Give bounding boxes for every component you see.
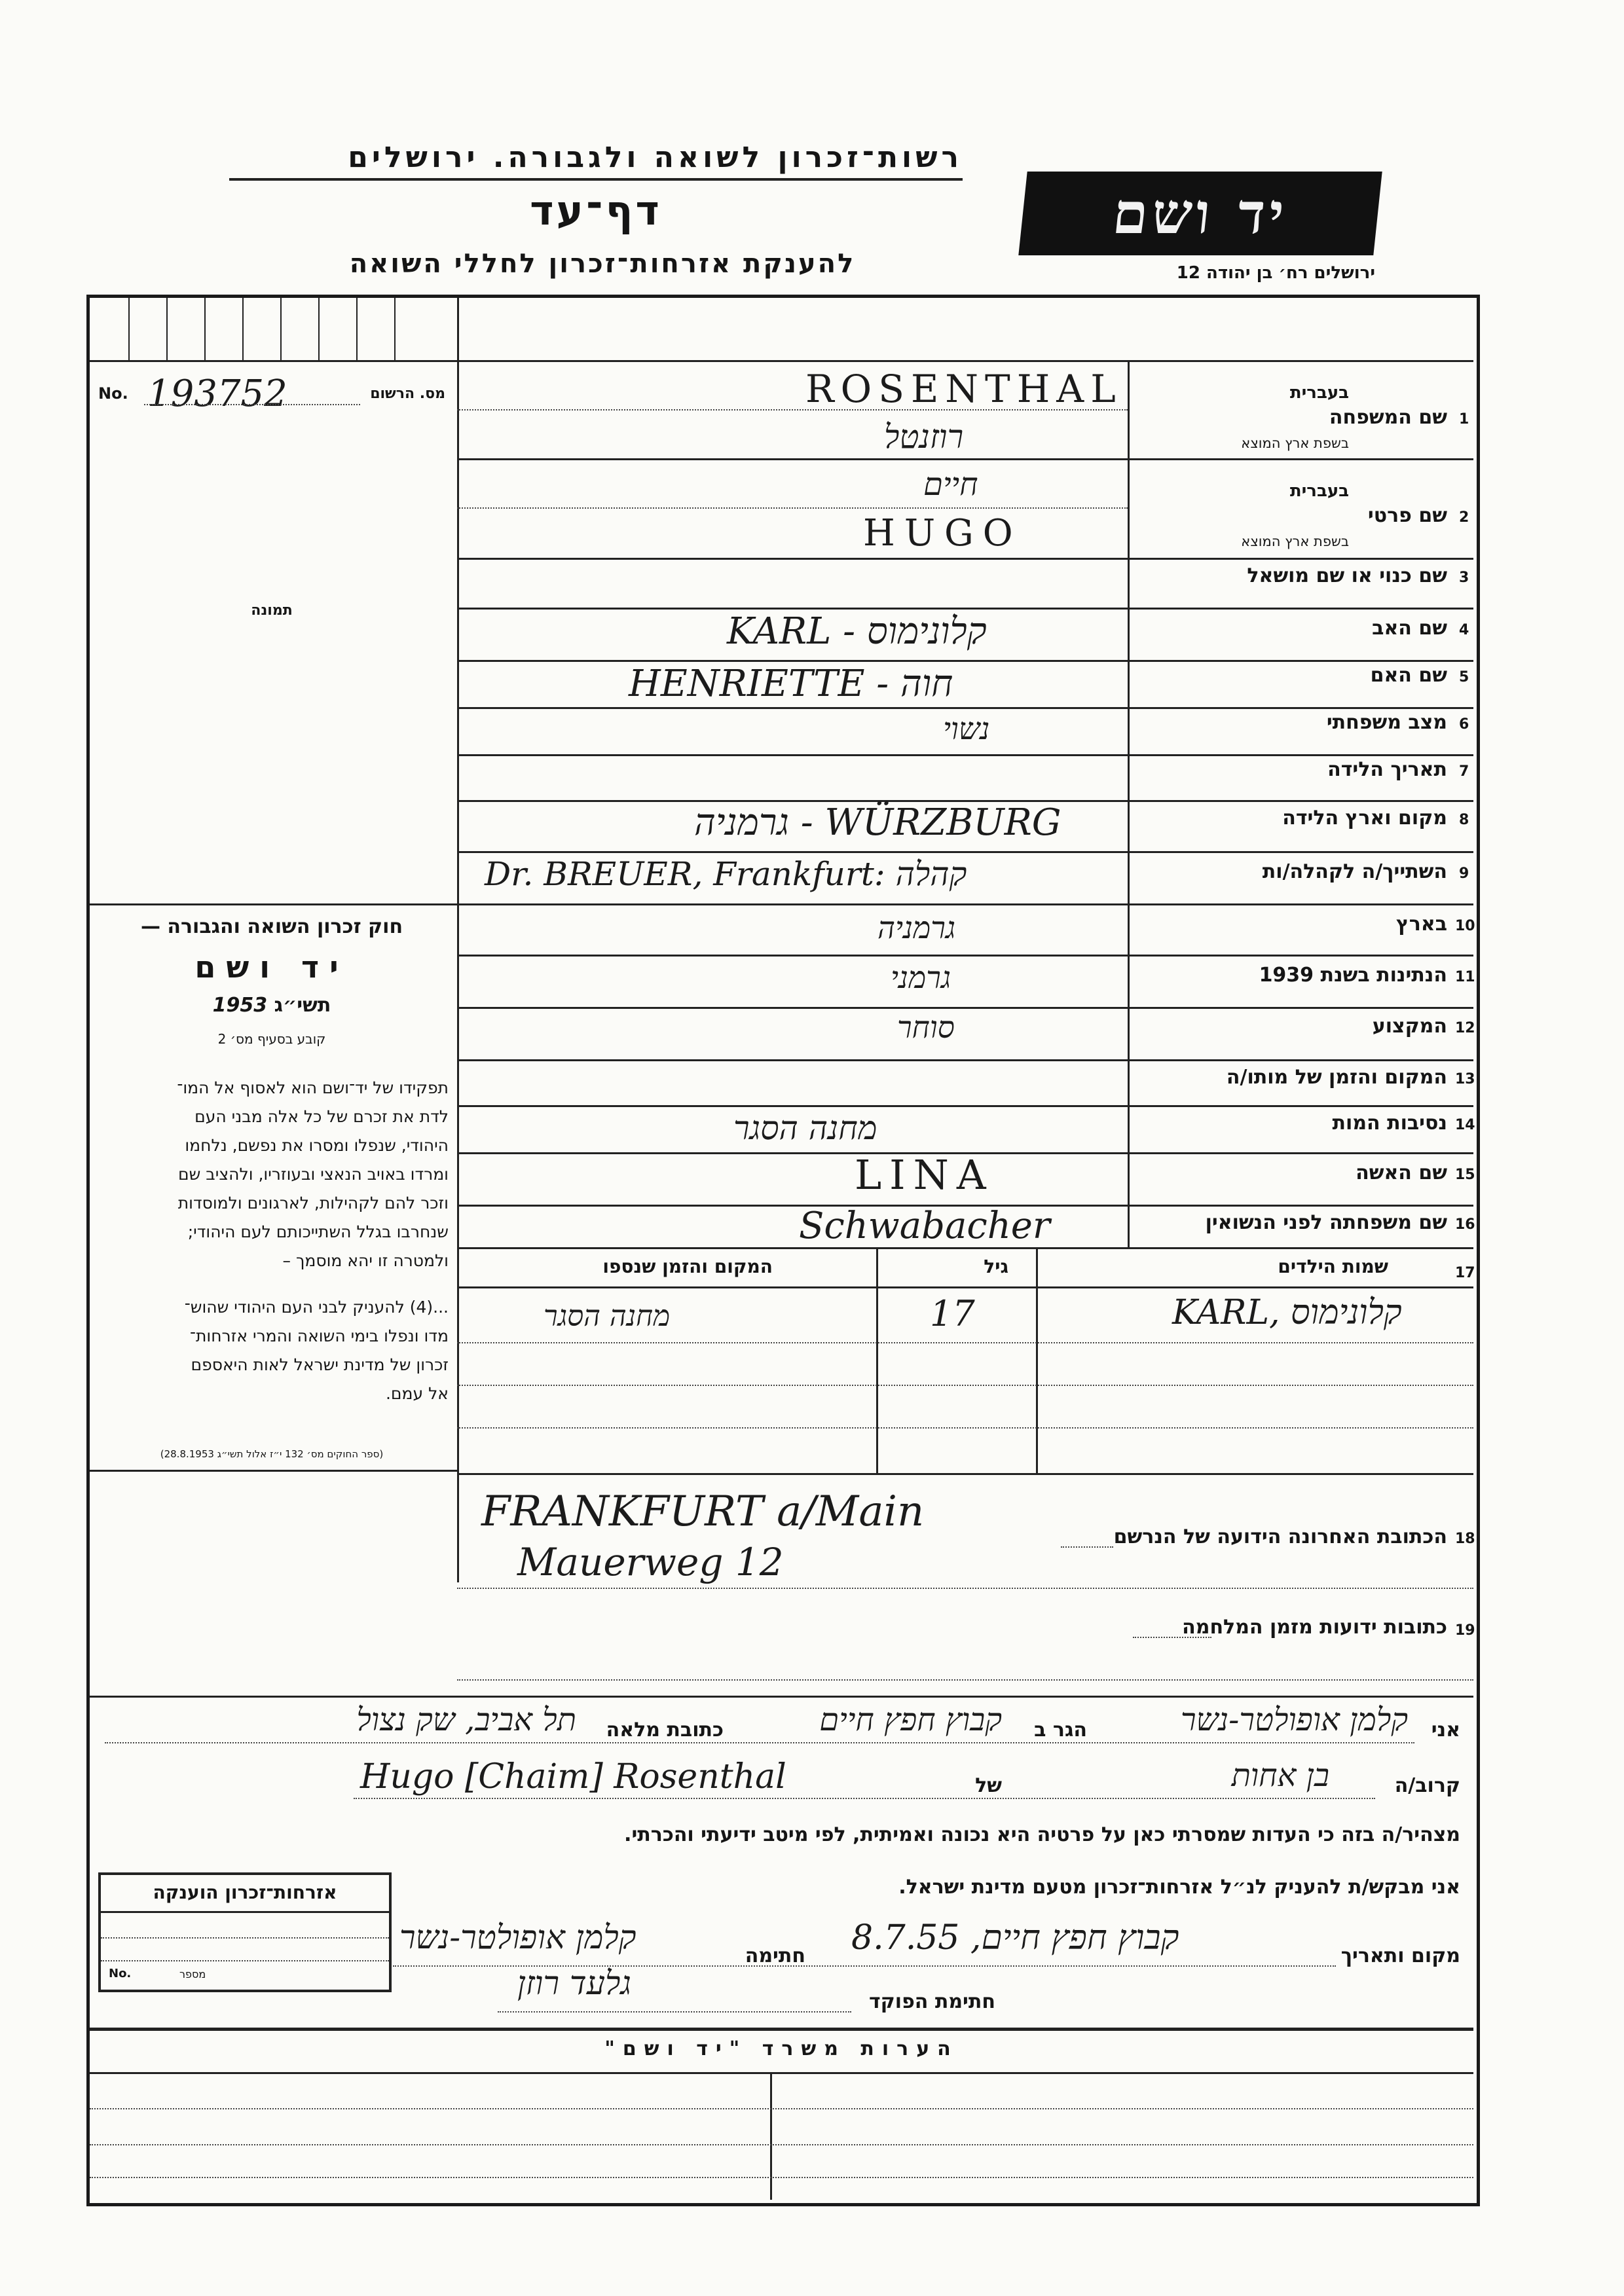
field-4-number: 4 (1459, 622, 1469, 638)
decl-label-address: כתובת מלאה (606, 1719, 724, 1741)
field-6-label: מצב משפחתי (1326, 711, 1447, 734)
field-18-number: 18 (1455, 1531, 1475, 1547)
official-value: גלעד רוזן (517, 1964, 631, 2002)
request-text: אני מבקש/ת להעניק לנ״ל אזרחות־זכרון מטעם מדינת ישראל. (898, 1876, 1460, 1899)
field-17-age-label: גיל (984, 1256, 1008, 1277)
field-5-number: 5 (1459, 669, 1469, 685)
field-10-value: גרמניה (877, 910, 956, 945)
field-18-value-city: FRANKFURT a/Main (481, 1487, 925, 1536)
field-8-value: גרמניה - WÜRZBURG (694, 801, 1061, 844)
law-name: יד ושם (194, 949, 349, 985)
law-text-line: שנחרבו בגלל השתייכותם לעם היהודי; (187, 1222, 449, 1241)
field-3-number: 3 (1459, 570, 1469, 586)
law-text-line: ולמטרה זו יהא מוסמך – (282, 1251, 449, 1270)
field-5-value: HENRIETTE - חוה (629, 663, 953, 705)
field-9-number: 9 (1459, 866, 1469, 882)
field-11-value: גרמני (891, 960, 951, 995)
field-14-label: נסיבות המות (1332, 1112, 1447, 1135)
law-text-line: תפקידו של יד־ושם הוא לאסוף אל המו־ (177, 1078, 449, 1097)
field-8-label: מקום וארץ הלידה (1282, 807, 1447, 829)
declaration-line-2 (105, 1755, 1460, 1807)
signature-value: קלמן אופולטר-נשר (399, 1918, 637, 1956)
reg-no-value: 193752 (147, 373, 287, 415)
field-1-value-origin: רוזנטל (884, 418, 964, 456)
field-19-label: כתובות ידועות מזמן המלחמה (1182, 1616, 1447, 1639)
law-clause: קובע בסעיף מס׳ 2 (217, 1031, 326, 1047)
child-place: מחנה הסגר (544, 1300, 671, 1333)
registration-number (98, 373, 445, 415)
field-2-value-hebrew: חיים (923, 466, 978, 503)
decl-label-lives: הגר ב (1034, 1719, 1087, 1741)
law-text-line: אל עמם. (385, 1384, 449, 1403)
field-10-number: 10 (1455, 918, 1475, 934)
reg-no-prefix: No. (98, 384, 128, 403)
field-9-label: השתייך/ה לקהלה/ות (1262, 860, 1447, 883)
field-15-label: שם האשה (1356, 1161, 1447, 1184)
field-1-value-latin: ROSENTHAL (805, 367, 1122, 411)
child-age: 17 (930, 1293, 975, 1334)
field-7-number: 7 (1459, 763, 1469, 780)
field-13-number: 13 (1455, 1071, 1475, 1087)
photo-label: תמונה (251, 602, 293, 619)
field-3-label: שם כנוי או שם מושאל (1247, 564, 1447, 587)
field-1-number: 1 (1459, 411, 1469, 428)
box-title: אזרחות־זכרון הוענקה (153, 1882, 337, 1903)
citizenship-granted-box (98, 1872, 392, 1992)
form-title: דף־עד (530, 187, 662, 234)
field-2-value-origin: HUGO (863, 512, 1022, 555)
field-4-value: KARL - קלונימוס (727, 610, 987, 653)
law-year (98, 994, 445, 1017)
law-text-2 (95, 1293, 449, 1408)
field-12-number: 12 (1455, 1020, 1475, 1036)
law-title: חוק זכרון השואה והגבורה — (140, 915, 403, 938)
field-5-label: שם האם (1370, 664, 1447, 687)
field-8-number: 8 (1459, 812, 1469, 828)
field-16-number: 16 (1455, 1216, 1475, 1233)
field-11-number: 11 (1455, 969, 1475, 985)
field-6-value: נשוי (943, 711, 990, 746)
official-signature-line (458, 1964, 995, 2016)
decl-label-of: של (975, 1774, 1002, 1797)
field-7-label: תאריך הלידה (1327, 758, 1447, 781)
decl-label-relative: קרוב/ה (1394, 1774, 1460, 1797)
field-6-number: 6 (1459, 716, 1469, 733)
decl-residence: קבוץ חפץ חיים (819, 1702, 1002, 1738)
law-text-line: וזכר להם לקהילות, לארגונים ולמוסדות (177, 1194, 449, 1212)
field-15-number: 15 (1455, 1167, 1475, 1183)
law-year-num: 1953 (212, 994, 268, 1017)
field-10-label: בארץ (1395, 913, 1447, 936)
remarks-title: הערות משרד "יד ושם" (604, 2037, 959, 2060)
field-4-label: שם האב (1372, 617, 1447, 640)
signature-label: חתימה (745, 1944, 805, 1967)
decl-relation: בן אחות (1231, 1757, 1329, 1794)
logo-text: יד ושם (1109, 180, 1291, 247)
field-19-number: 19 (1455, 1622, 1475, 1639)
declaration-text: מצהיר/ה בזה כי העדות שמסרתי כאן על פרטיה היא נכונה ואמיתית, לפי מיטב ידיעתי והכרתי. (624, 1823, 1460, 1846)
reg-no-label: מס. הרשום (370, 386, 445, 402)
field-14-number: 14 (1455, 1117, 1475, 1133)
field-12-value: סוחר (897, 1010, 955, 1045)
law-source: (ספר החוקים מס׳ 132 י״ז אלול תשי״ג 28.8.1953) (160, 1448, 384, 1460)
field-1-sub-hebrew: בעברית (1289, 383, 1349, 403)
box-no: No. (109, 1967, 132, 1980)
law-text-line: לדת את זכרם של כל אלה מבני העם (194, 1107, 449, 1126)
field-16-label: שם משפחתה לפני הנשואין (1205, 1211, 1447, 1234)
box-no-label: מספר (179, 1968, 206, 1980)
field-9-value: Dr. BREUER, Frankfurt: קהלה (485, 855, 967, 893)
signature-line (393, 1912, 1460, 1971)
field-17-place-label: המקום והזמן שנספו (602, 1256, 773, 1277)
yad-vashem-logo (1018, 172, 1382, 255)
field-2-sub-origin: בשפת ארץ המוצא (1241, 534, 1349, 549)
law-text-line: ...(4) להעניק לבני העם היהודי שהוש־ (184, 1298, 449, 1317)
declaration-line-1 (105, 1699, 1460, 1751)
field-1-sub-origin: בשפת ארץ המוצא (1241, 435, 1349, 451)
field-2-sub-hebrew: בעברית (1289, 481, 1349, 501)
field-14-value: מחנה הסגר (733, 1109, 877, 1147)
decl-label-i: אני (1431, 1719, 1460, 1741)
field-18-value-street: Mauerweg 12 (517, 1540, 784, 1584)
field-11-label: הנתינות בשנת 1939 (1259, 964, 1447, 987)
field-17-label: שמות הילדים (1278, 1256, 1388, 1277)
law-text-1 (95, 1074, 449, 1275)
child-name: KARL, קלונימוס (1172, 1293, 1402, 1332)
field-2-label: שם פרטי (1367, 504, 1447, 527)
law-text-line: ומרדו באויב הנאצי ובעוזריו, ולהציב שם (178, 1165, 449, 1184)
law-text-line: היהודי, שנפלו ומסרו את נפשם, נלחמו (185, 1136, 449, 1155)
field-1-label: שם המשפחה (1329, 406, 1447, 429)
law-text-line: מדו ונפלו בימי השואה והמרי אזרחות־ (189, 1326, 449, 1345)
field-16-value: Schwabacher (799, 1205, 1050, 1247)
place-date-label: מקום ותאריך (1340, 1944, 1460, 1967)
official-label: חתימת הפוקד (869, 1990, 995, 2013)
field-2-number: 2 (1459, 509, 1469, 526)
field-18-label: הכתובת האחרונה הידועה של הנרשם (1113, 1525, 1447, 1548)
field-13-label: המקום והזמן של מותו/ה (1226, 1066, 1447, 1089)
field-17-number: 17 (1455, 1265, 1475, 1281)
authority-title: רשות־זכרון לשואה ולגבורה. ירושלים (348, 141, 963, 174)
field-12-label: המקצוע (1372, 1015, 1447, 1038)
form-subtitle: להענקת אזרחות־זכרון לחללי השואה (349, 249, 856, 279)
place-date-value: קבוץ חפץ חיים, 8.7.55 (851, 1918, 1179, 1958)
decl-victim-name: Hugo [Chaim] Rosenthal (360, 1757, 786, 1796)
address: ירושלים רח׳ בן יהודה 12 (1176, 263, 1375, 283)
law-year-heb: תשי״ג (274, 994, 331, 1017)
decl-address: תל אביב, שק נצול (356, 1702, 576, 1738)
field-15-value: LINA (855, 1151, 994, 1199)
law-text-line: זכרון של מדינת ישראל לאות היאספם (191, 1355, 449, 1374)
decl-name: קלמן אופולטר-נשר (1180, 1702, 1408, 1738)
